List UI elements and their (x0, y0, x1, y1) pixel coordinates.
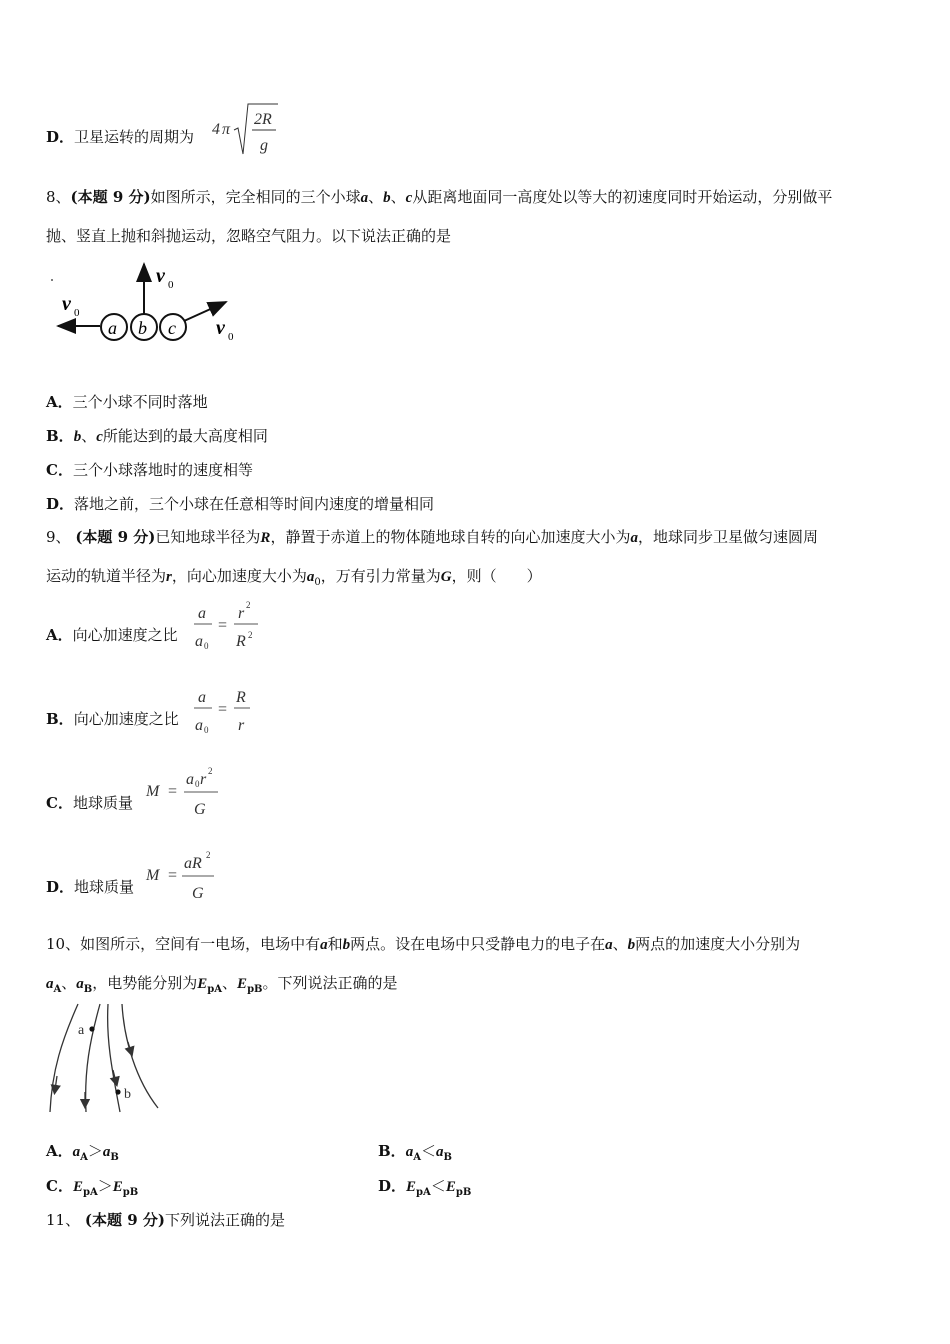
q9-formula-b (192, 682, 256, 738)
v0-label-left: v (62, 293, 71, 315)
svg-text:=: = (168, 783, 178, 800)
svg-text:2: 2 (248, 630, 253, 640)
svg-text:2: 2 (206, 850, 211, 860)
svg-text:0: 0 (168, 279, 174, 291)
q7-option-d[interactable] (46, 126, 194, 147)
v0-label-oblique: v (216, 317, 225, 339)
svg-text:M: M (146, 867, 160, 884)
q9-formula-c (144, 764, 228, 820)
svg-text:aR: aR (184, 855, 202, 872)
svg-text:=: = (218, 617, 228, 634)
svg-text:0: 0 (195, 779, 200, 789)
svg-text:0: 0 (74, 307, 80, 319)
svg-text:R: R (236, 689, 246, 706)
svg-text:=: = (218, 701, 228, 718)
q9-formula-d (144, 848, 228, 904)
ball-a-label: a (108, 318, 117, 338)
q9-formula-a (192, 598, 264, 654)
svg-text:r: r (238, 605, 245, 622)
svg-text:r: r (200, 771, 207, 788)
option-label: D． (46, 128, 75, 146)
svg-text:a: a (186, 771, 194, 788)
svg-text:2: 2 (246, 600, 251, 610)
q9-option-b[interactable]: B．向心加速度之比 (46, 710, 179, 728)
svg-text:4: 4 (212, 121, 220, 138)
svg-text:r: r (238, 717, 245, 734)
svg-text:0: 0 (204, 725, 209, 735)
point-a (89, 1026, 94, 1031)
ball-c-label: c (168, 318, 176, 338)
svg-text:2R: 2R (254, 111, 272, 128)
svg-text:R: R (236, 633, 246, 650)
q8-figure-three-balls (46, 258, 246, 348)
svg-text:M: M (146, 783, 160, 800)
point-b (115, 1089, 120, 1094)
svg-text:π: π (222, 121, 231, 138)
q10-option-d[interactable]: D．$E_{pA}<E_{pB}$ (378, 1177, 472, 1198)
q9-option-a[interactable]: A．向心加速度之比 (46, 626, 178, 644)
q8-option-d[interactable]: D．落地之前，三个小球在任意相等时间内速度的增量相同 (46, 495, 435, 513)
q10-figure-field-lines (44, 1000, 164, 1118)
q7-formula-period (210, 100, 280, 160)
svg-text:0: 0 (228, 331, 234, 343)
v0-label-up: v (156, 265, 165, 287)
option-text: 卫星运转的周期为 (74, 128, 195, 146)
ball-b-label: b (138, 318, 147, 338)
q9-stem: 9、 (本题 9 分)已知地球半径为R，静置于赤道上的物体随地球自转的向心加速度大小为a，地球同步卫星做匀速圆周 运动的轨道半径为r，向心加速度大小为$a_0$，万有引力常量为G，则（ ） (46, 528, 818, 588)
svg-text:0: 0 (204, 641, 209, 651)
point-b-label: b (124, 1087, 131, 1102)
q10-option-a[interactable]: A．$a_A>a_B$ (46, 1142, 119, 1163)
q10-option-c[interactable]: C．$E_{pA}>E_{pB}$ (46, 1177, 139, 1198)
svg-text:g: g (260, 137, 268, 154)
q11-stem: 11、 (本题 9 分)下列说法正确的是 (46, 1211, 285, 1229)
q8-option-c[interactable]: C．三个小球落地时的速度相等 (46, 461, 253, 479)
svg-text:2: 2 (208, 766, 213, 776)
point-a-label: a (78, 1023, 85, 1038)
svg-text:a: a (195, 633, 203, 650)
q8-option-a[interactable]: A．三个小球不同时落地 (46, 393, 208, 411)
q8-option-b[interactable]: B．b、c所能达到的最大高度相同 (46, 427, 268, 445)
svg-text:G: G (194, 801, 206, 818)
q10-option-b[interactable]: B．$a_A<a_B$ (378, 1142, 452, 1163)
q9-option-c[interactable]: C．地球质量 (46, 794, 133, 812)
svg-text:a: a (198, 689, 206, 706)
q9-option-d[interactable]: D．地球质量 (46, 878, 135, 896)
svg-text:a: a (198, 605, 206, 622)
q8-stem: 8、(本题 9 分)如图所示，完全相同的三个小球a、b、c从距离地面同一高度处以等大的初速度同时开始运动，分别做平 抛、竖直上抛和斜抛运动，忽略空气阻力。以下说法正确的是 (46, 188, 833, 245)
q10-stem: 10、如图所示，空间有一电场，电场中有a和b两点。设在电场中只受静电力的电子在a、b两点的加速度大小分别为 $a_A$、$a_B$，电势能分别为$E_{pA}$、$E_{pB}$。下列说法正确的是 (46, 935, 801, 995)
svg-text:=: = (168, 867, 178, 884)
svg-text:G: G (192, 885, 204, 902)
svg-text:a: a (195, 717, 203, 734)
